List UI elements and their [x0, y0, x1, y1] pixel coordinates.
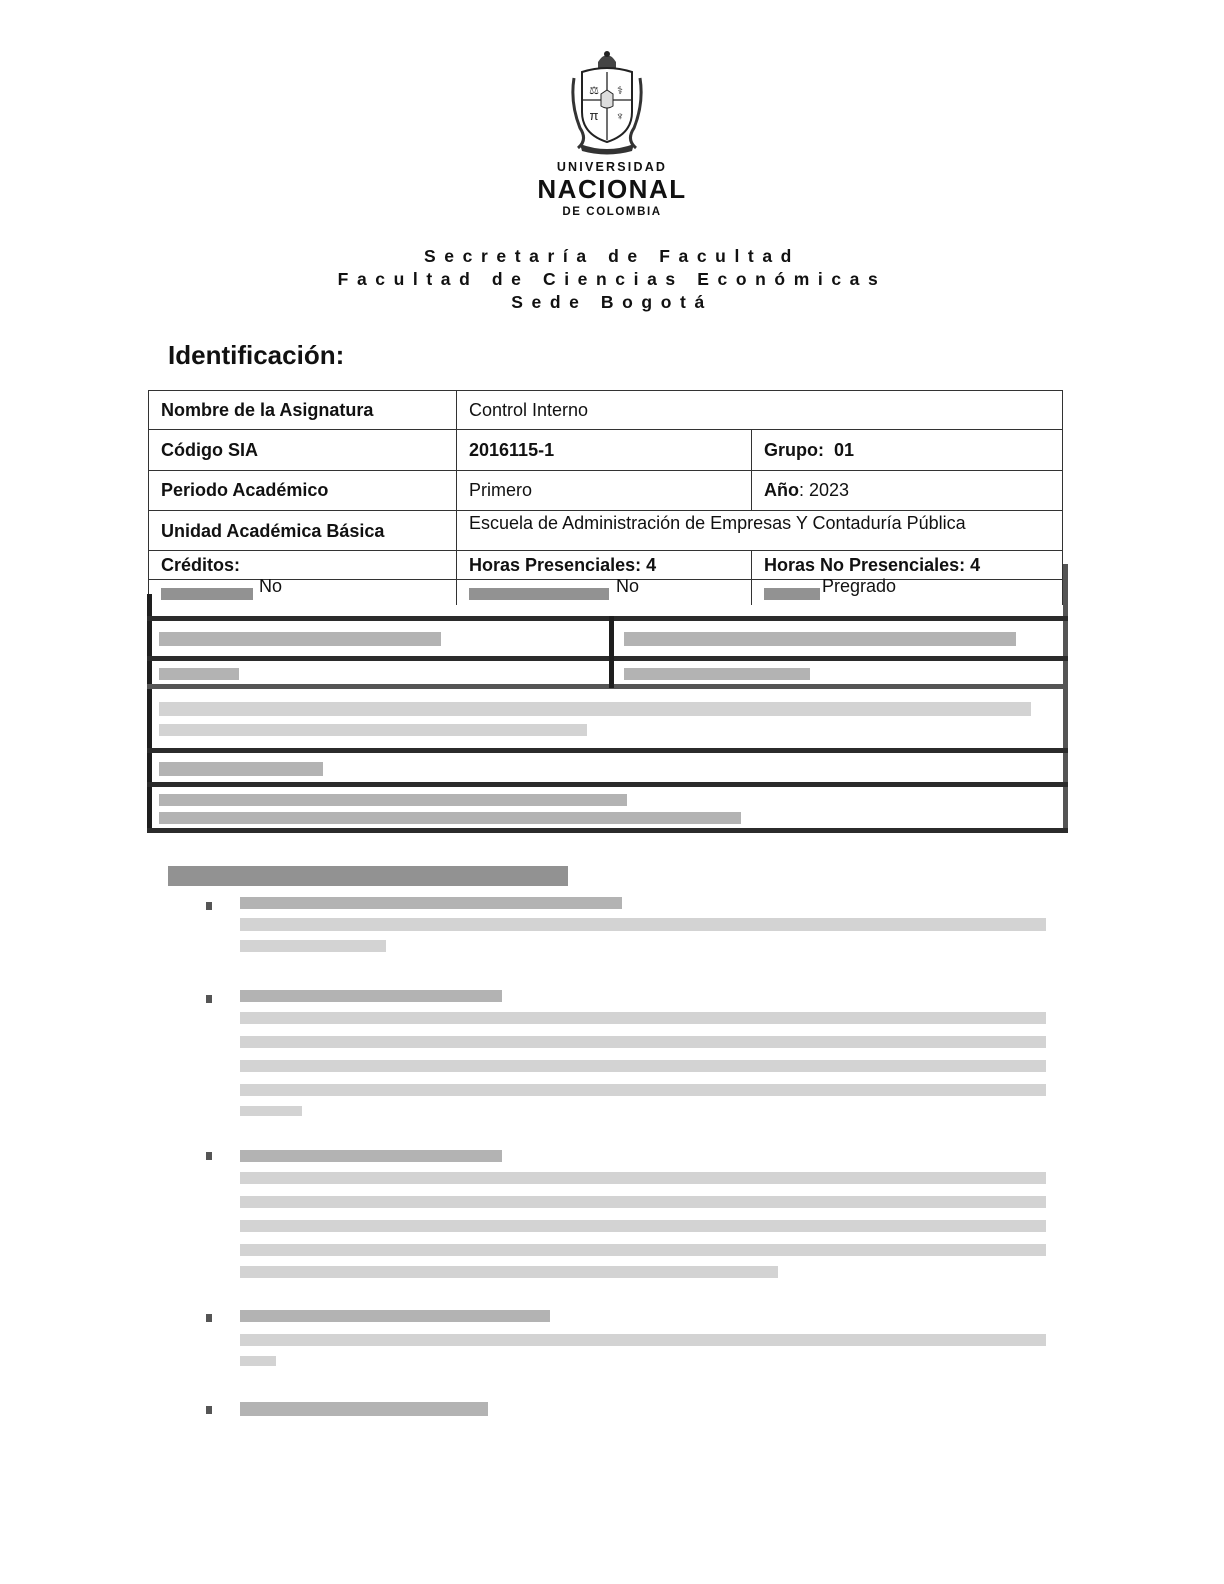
obscured-divider: [147, 656, 1068, 661]
horas-no-presenciales: Horas No Presenciales: 4: [751, 550, 1063, 580]
bullet-icon: [206, 902, 212, 910]
bullet-icon: [206, 995, 212, 1003]
nivel-value: Pregrado: [822, 576, 897, 596]
anio-cell: [751, 470, 1063, 511]
obscured-item-text: [240, 1356, 276, 1366]
obscured-pagina: [159, 762, 323, 776]
unidad-academica-label: Unidad Académica Básica: [148, 510, 457, 551]
obscured-item-heading: [240, 990, 502, 1002]
grupo-value: Grupo: 01: [751, 429, 1063, 471]
obscured-description-title: [168, 866, 568, 886]
bullet-icon: [206, 1152, 212, 1160]
horas-presenciales: Horas Presenciales: 4: [456, 550, 752, 580]
svg-text:⚕: ⚕: [617, 85, 623, 97]
unidad-academica-value: Escuela de Administración de Empresas Y Contaduría Pública: [456, 510, 1063, 551]
bullet-icon: [206, 1314, 212, 1322]
obscured-oficina-right: [624, 668, 810, 680]
obscured-item-heading: [240, 1402, 488, 1416]
obscured-fecha-actualizacion: [159, 812, 741, 824]
validable-value: No: [259, 576, 283, 596]
obscured-border: [147, 594, 152, 832]
section-title-identificacion: Identificación:: [168, 340, 345, 370]
svg-text:♆: ♆: [615, 109, 625, 123]
obscured-item-text: [240, 1036, 1046, 1048]
obscured-item-text: [240, 1012, 1046, 1024]
obscured-item-text: [240, 1334, 1046, 1346]
obscured-divider: [147, 782, 1068, 787]
periodo-academico-value: Primero: [456, 470, 752, 511]
obscured-divider: [147, 684, 1068, 689]
svg-text:⚖: ⚖: [589, 85, 599, 97]
anio-label: Año: [764, 480, 799, 500]
obscured-divider: [147, 828, 1068, 833]
university-crest-logo: [566, 48, 648, 156]
obscured-border: [1063, 564, 1068, 832]
obscured-docente: [159, 632, 441, 646]
crest-icon: [566, 48, 648, 156]
nombre-asignatura-value: Control Interno: [456, 390, 1063, 430]
obscured-item-text: [240, 1196, 1046, 1208]
nombre-asignatura-label: Nombre de la Asignatura: [148, 390, 457, 430]
obscured-border: [609, 616, 614, 688]
obscured-item-text: [240, 918, 1046, 931]
obscured-item-text: [240, 940, 386, 952]
periodo-academico-label: Periodo Académico: [148, 470, 457, 511]
obscured-item-text: [240, 1060, 1046, 1072]
obscured-item-text: [240, 1084, 1046, 1096]
libre-eleccion-value: No: [616, 576, 640, 596]
codigo-sia-label: Código SIA: [148, 429, 457, 471]
logo-line-universidad: UNIVERSIDAD: [556, 160, 668, 174]
obscured-item-text: [240, 1244, 1046, 1256]
obscured-table-region: [147, 594, 1071, 832]
header-secretaria: Secretaría de Facultad: [424, 246, 800, 266]
obscured-divider: [147, 616, 1068, 621]
obscured-horario-line2: [159, 724, 587, 736]
creditos-label: Créditos:: [148, 550, 457, 580]
bullet-icon: [206, 1406, 212, 1414]
obscured-item-text: [240, 1266, 778, 1278]
obscured-divider: [147, 748, 1068, 753]
obscured-item-text: [240, 1106, 302, 1116]
obscured-horario-line1: [159, 702, 1031, 716]
logo-line-nacional: NACIONAL: [537, 174, 687, 204]
logo-line-de-colombia: DE COLOMBIA: [562, 206, 662, 218]
codigo-sia-value: 2016115-1: [456, 429, 752, 471]
svg-text:π: π: [589, 108, 599, 123]
obscured-item-heading: [240, 1150, 502, 1162]
header-facultad: Facultad de Ciencias Económicas: [337, 269, 887, 289]
obscured-item-heading: [240, 897, 622, 909]
anio-value: : 2023: [799, 480, 850, 500]
obscured-correo: [624, 632, 1016, 646]
obscured-item-text: [240, 1172, 1046, 1184]
header-sede: Sede Bogotá: [511, 292, 713, 312]
obscured-item-heading: [240, 1310, 550, 1322]
obscured-item-text: [240, 1220, 1046, 1232]
obscured-fecha-elaboracion: [159, 794, 627, 806]
obscured-oficina: [159, 668, 239, 680]
